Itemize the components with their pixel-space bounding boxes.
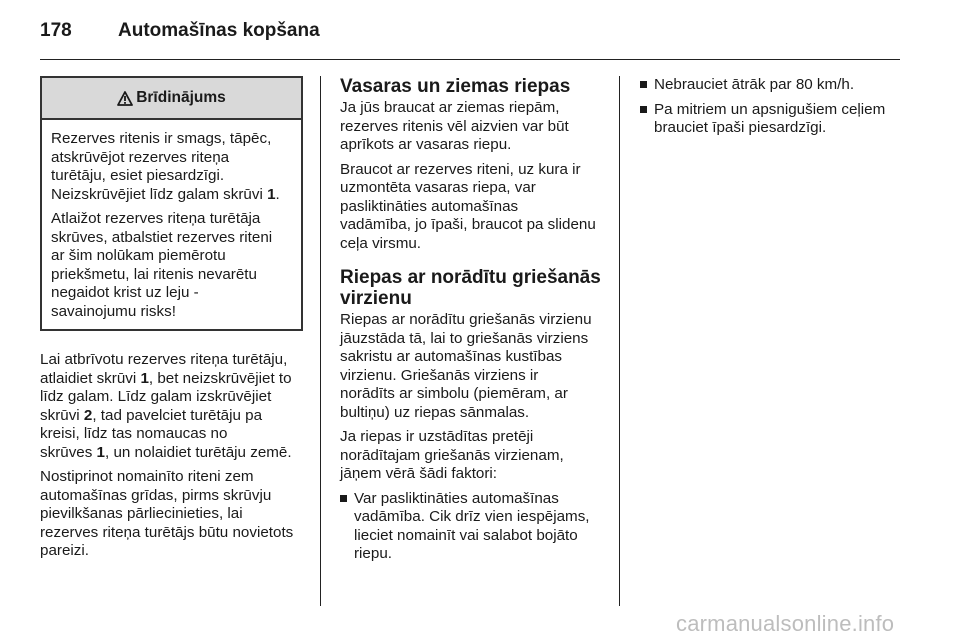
page-number: 178 [40,20,72,41]
text-line: atlaidiet skrūvi [40,369,141,387]
text-line: vadāmība. Cik drīz vien iespējams, [354,508,590,525]
text-line: , un nolaidiet turētāju zemē. [105,443,292,461]
warning-line: Atlaižot rezerves riteņa turētāja [51,210,261,227]
body-paragraph [340,311,605,422]
warning-line: turētāju, esiet piesardzīgi. [51,167,225,184]
body-paragraph [40,351,305,462]
text-line: pievilkšanas pārliecinieties, lai [40,505,243,522]
text-line: Lai atbrīvotu rezerves riteņa turētāju, [40,351,288,368]
body-paragraph [340,99,605,155]
column-divider-2 [619,76,620,606]
text-line: , tad pavelciet turētāju pa [92,406,263,424]
text-line: Riepas ar norādītu griešanās virzienu [340,311,592,328]
text-line: ceļa virsmu. [340,234,422,252]
column-2 [340,76,605,570]
heading-line: virzienu [340,288,412,309]
text-line: uzmontēta vasaras riepa, var [340,179,536,196]
warning-line: savainojumu risks! [51,302,176,320]
text-line: kreisi, līdz tas nomaucas no [40,425,228,442]
page-title: Automašīnas kopšana [118,20,320,41]
text-line: vadāmība, jo īpaši, braucot pa slidenu [340,216,596,233]
body-paragraph [340,161,605,254]
text-line: jāņem vērā šādi faktori: [340,465,498,482]
warning-line: Rezerves ritenis ir smags, tāpēc, [51,130,272,147]
warning-box [40,76,303,331]
column-1 [40,76,305,567]
warning-line: Neizskrūvējiet līdz galam skrūvi [51,185,268,203]
text-line: automašīnas grīdas, pirms skrūvju [40,486,272,504]
warning-title: Brīdinājums [136,88,226,106]
warning-header [42,78,301,120]
page-header [40,20,320,42]
text-line: , bet neizskrūvējiet to [148,369,292,387]
text-line: bultiņu) uz riepas sānmalas. [340,403,530,421]
warning-line: negaidot krist uz leju - [51,284,199,301]
warning-line: priekšmetu, lai ritenis nevarētu [51,265,257,283]
text-line: līdz galam. Līdz galam izskrūvējiet [40,388,272,405]
warning-triangle-icon [117,91,133,106]
screw-ref: 1 [96,443,105,461]
text-line: pareizi. [40,542,89,559]
text-line: Ja riepas ir uzstādītas pretēji [340,428,534,445]
list-item [640,101,905,138]
text-line: skrūves [40,443,97,461]
heading-line: Riepas ar norādītu griešanās [340,267,601,288]
text-line: Ja jūs braucat ar ziemas riepām, [340,99,560,116]
text-line: virzienu. Griešanās virziens ir [340,366,539,384]
text-line: Nostiprinot nomainīto riteni zem [40,468,254,485]
text-line: rezerves riteņa turētājs būtu novietots [40,523,294,541]
warning-line: ar šim nolūkam piemērotu [51,247,226,264]
text-line: Var pasliktināties automašīnas [354,489,559,507]
warning-body [42,120,301,329]
header-divider [40,59,900,60]
section-heading [340,267,605,309]
text-line: Pa mitriem un apsnigušiem ceļiem [654,100,886,118]
text-line: riepu. [354,545,392,562]
list-item [640,76,905,95]
text-line: Nebrauciet ātrāk par 80 km/h. [654,76,855,93]
text-line: pasliktināties automašīnas [340,197,519,215]
warning-paragraph-2 [51,210,291,321]
bullet-list [640,76,905,138]
screw-ref: 2 [83,406,93,424]
text-line: skrūvi [40,406,84,424]
bullet-list [340,490,605,564]
text-line: norādītajam griešanās virzienam, [340,446,564,464]
text-line: jāuzstāda tā, lai to griešanās virziens [340,329,589,347]
text-line: Braucot ar rezerves riteni, uz kura ir [340,160,581,178]
text-line: sakristu ar automašīnas kustības [340,348,563,365]
warning-line: . [275,185,280,203]
body-paragraph [340,428,605,484]
text-line: brauciet īpaši piesardzīgi. [654,119,827,136]
text-line: norādīts ar simbolu (piemēram, ar [340,385,568,402]
text-line: rezerves ritenis vēl aizvien var būt [340,117,569,135]
warning-line: atskrūvējot rezerves riteņa [51,148,230,166]
text-line: lieciet nomainīt vai salabot bojāto [354,526,578,544]
body-paragraph [40,468,305,561]
column-divider-1 [320,76,321,606]
screw-ref: 1 [267,185,276,203]
warning-line: skrūves, atbalstiet rezerves riteni [51,228,273,246]
column-3 [640,76,905,144]
text-line: aprīkots ar vasaras riepu. [340,136,512,153]
warning-paragraph-1 [51,130,291,204]
section-heading: Vasaras un ziemas riepas [340,76,571,97]
screw-ref: 1 [140,369,149,387]
watermark: carmanualsonline.info [676,611,895,636]
list-item [340,490,605,564]
